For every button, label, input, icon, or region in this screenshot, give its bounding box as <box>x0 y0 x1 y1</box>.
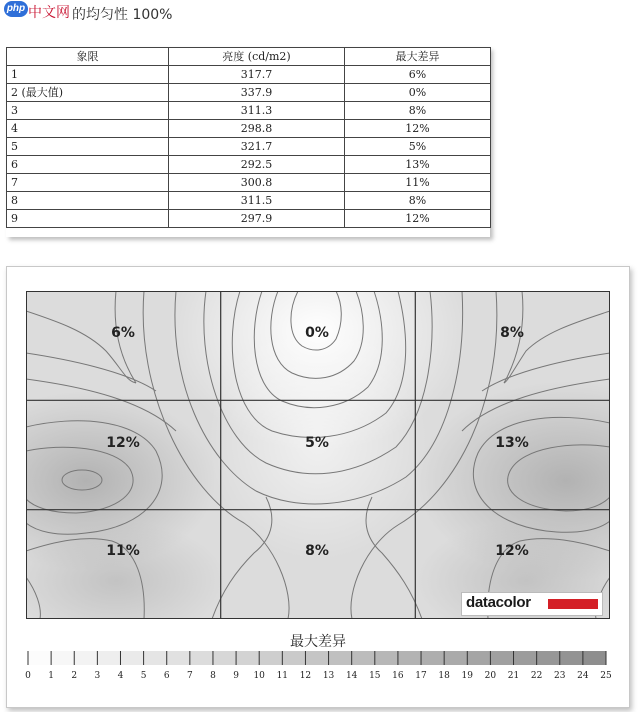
scale-tick-label: 19 <box>461 671 473 681</box>
table-header-row <box>7 48 491 66</box>
uniformity-table <box>6 47 490 237</box>
scale-cell <box>28 651 52 665</box>
scale-cell <box>444 651 468 665</box>
table-row <box>7 174 491 192</box>
max-diff-cell: 0% <box>345 84 491 102</box>
quadrant-label: 12% <box>495 543 529 559</box>
luminance-cell: 297.9 <box>169 210 345 228</box>
max-diff-cell: 6% <box>345 66 491 84</box>
scale-cell <box>375 651 399 665</box>
luminance-cell: 300.8 <box>169 174 345 192</box>
luminance-cell: 317.7 <box>169 66 345 84</box>
max-diff-cell: 12% <box>345 210 491 228</box>
quadrant-cell: 2 (最大值) <box>7 84 169 102</box>
scale-tick-label: 6 <box>163 671 170 681</box>
scale-tick-label: 14 <box>345 671 358 681</box>
scale-tick-label: 4 <box>117 671 124 681</box>
scale-cell <box>213 651 237 665</box>
scale-cell <box>74 651 98 665</box>
scale-tick-label: 0 <box>25 671 31 681</box>
table-row <box>7 84 491 102</box>
quadrant-cell: 1 <box>7 66 169 84</box>
luminance-cell: 311.5 <box>169 192 345 210</box>
logo-text: datacolor <box>466 594 531 611</box>
scale-cell <box>583 651 607 665</box>
quadrant-cell: 6 <box>7 156 169 174</box>
quadrant-cell: 8 <box>7 192 169 210</box>
quadrant-label: 12% <box>106 435 140 451</box>
scale-tick-label: 10 <box>253 671 265 681</box>
max-diff-cell: 5% <box>345 138 491 156</box>
scale-tick-label: 23 <box>554 671 566 681</box>
scale-cell <box>490 651 514 665</box>
max-diff-cell: 8% <box>345 102 491 120</box>
section-heading: 的均匀性 100% <box>72 7 173 23</box>
scale-tick-label: 11 <box>276 671 289 681</box>
max-diff-cell: 13% <box>345 156 491 174</box>
quadrant-label: 0% <box>305 325 329 341</box>
luminance-cell: 292.5 <box>169 156 345 174</box>
table-row <box>7 102 491 120</box>
scale-cell <box>120 651 144 665</box>
scale-cell <box>305 651 329 665</box>
logo-bar <box>548 599 598 609</box>
quadrant-label: 11% <box>106 543 140 559</box>
scale-cell <box>560 651 584 665</box>
scale-cell <box>51 651 75 665</box>
scale-tick-label: 15 <box>369 671 381 681</box>
luminance-cell: 337.9 <box>169 84 345 102</box>
scale-tick-label: 8 <box>210 671 216 681</box>
uniformity-contour-figure <box>6 266 630 708</box>
color-scale-bar <box>20 649 614 669</box>
max-diff-cell: 8% <box>345 192 491 210</box>
quadrant-label: 13% <box>495 435 529 451</box>
quadrant-cell: 5 <box>7 138 169 156</box>
quadrant-cell: 9 <box>7 210 169 228</box>
table-row <box>7 138 491 156</box>
scale-cell <box>537 651 561 665</box>
scale-cell <box>398 651 422 665</box>
scale-cell <box>236 651 260 665</box>
column-header-max-diff: 最大差异 <box>345 48 491 66</box>
table-row <box>7 120 491 138</box>
quadrant-label: 5% <box>305 435 329 451</box>
scale-cell <box>282 651 306 665</box>
scale-tick-label: 20 <box>484 671 497 681</box>
scale-cell <box>144 651 168 665</box>
table-row <box>7 156 491 174</box>
scale-cell <box>514 651 538 665</box>
scale-tick-label: 16 <box>392 671 404 681</box>
scale-tick-label: 1 <box>48 671 54 681</box>
scale-tick-label: 24 <box>577 671 589 681</box>
quadrant-label: 8% <box>500 325 524 341</box>
datacolor-logo <box>461 592 603 616</box>
scale-tick-label: 13 <box>322 671 335 681</box>
scale-title: 最大差异 <box>290 634 346 650</box>
scale-tick-label: 5 <box>140 671 147 681</box>
quadrant-cell: 4 <box>7 120 169 138</box>
php-logo: php <box>4 1 28 17</box>
scale-tick-label: 25 <box>600 671 612 681</box>
scale-tick-label: 9 <box>233 671 239 681</box>
max-diff-cell: 11% <box>345 174 491 192</box>
luminance-cell: 311.3 <box>169 102 345 120</box>
scale-cell <box>467 651 491 665</box>
quadrant-cell: 7 <box>7 174 169 192</box>
max-diff-cell: 12% <box>345 120 491 138</box>
scale-cell <box>421 651 445 665</box>
quadrant-label: 8% <box>305 543 329 559</box>
scale-tick-label: 7 <box>186 671 193 681</box>
scale-tick-label: 22 <box>530 671 543 681</box>
scale-cell <box>329 651 353 665</box>
scale-cell <box>259 651 283 665</box>
scale-cell <box>167 651 191 665</box>
scale-cell <box>352 651 376 665</box>
scale-cell <box>190 651 214 665</box>
quadrant-cell: 3 <box>7 102 169 120</box>
scale-cell <box>97 651 121 665</box>
column-header-luminance: 亮度 (cd/m2) <box>169 48 345 66</box>
luminance-cell: 321.7 <box>169 138 345 156</box>
scale-tick-label: 2 <box>71 671 78 681</box>
scale-tick-label: 17 <box>415 671 427 681</box>
watermark-text: 中文网 <box>28 5 70 21</box>
luminance-cell: 298.8 <box>169 120 345 138</box>
scale-tick-label: 3 <box>94 671 101 681</box>
quadrant-label: 6% <box>111 325 135 341</box>
column-header-quadrant: 象限 <box>7 48 169 66</box>
scale-tick-label: 18 <box>438 671 450 681</box>
table-row <box>7 66 491 84</box>
scale-tick-label: 21 <box>507 671 520 681</box>
table-row <box>7 210 491 228</box>
scale-tick-label: 12 <box>299 671 312 681</box>
table-row <box>7 192 491 210</box>
